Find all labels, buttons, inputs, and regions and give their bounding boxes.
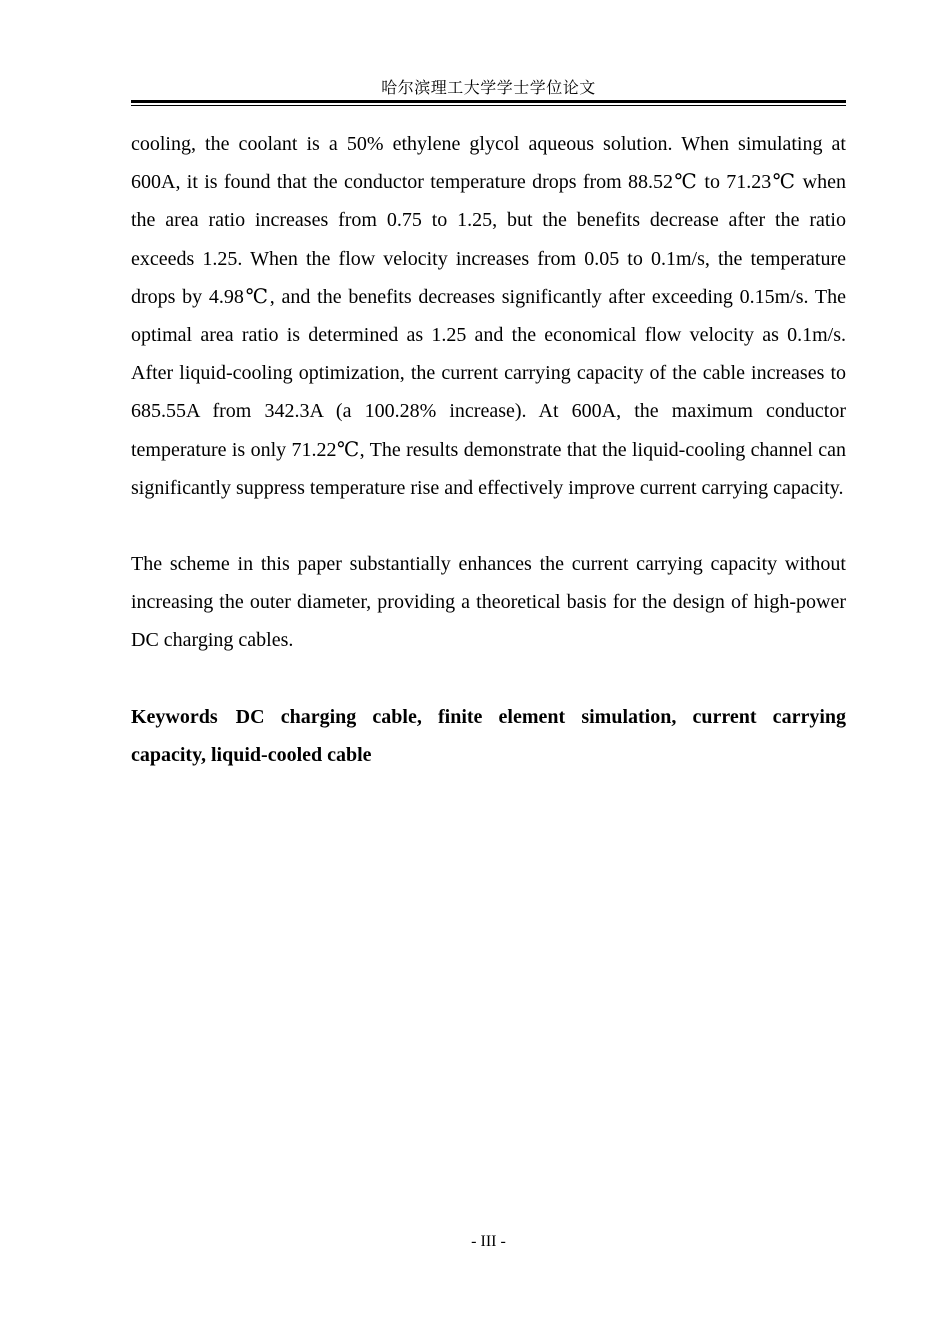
abstract-body [131, 125, 846, 774]
keywords-line [131, 698, 846, 774]
page-number: - III - [471, 1233, 506, 1250]
abstract-paragraph: The scheme in this paper substantially enhances the current carrying capacity without increasing the outer diameter, providing a theoretical basis for the design of high-power DC charging cables. [131, 553, 846, 652]
header-rule-thin [131, 105, 846, 106]
keywords-label: Keywords [131, 705, 218, 728]
keywords-list: DC charging cable, finite element simulation, current carrying capacity, liquid-cooled cable [131, 705, 846, 766]
running-header: 哈尔滨理工大学学士学位论文 [381, 78, 596, 97]
header-rule-thick [131, 100, 846, 103]
abstract-paragraph: cooling, the coolant is a 50% ethylene glycol aqueous solution. When simulating at 600A, it is found that the conductor temperature drops from 88.52℃ to 71.23℃ when the area ratio increases from 0.75 to 1.25, but the benefits decrease after the ratio exceeds 1.25. When the flow velocity increases from 0.05 to 0.1m/s, the temperature drops by 4.98℃, and the benefits decreases significantly after exceeding 0.15m/s. The optimal area ratio is determined as 1.25 and the economical flow velocity as 0.1m/s. After liquid-cooling optimization, the current carrying capacity of the cable increases to 685.55A from 342.3A (a 100.28% increase). At 600A, the maximum conductor temperature is only 71.22℃, The results demonstrate that the liquid-cooling channel can significantly suppress temperature rise and effectively improve current carrying capacity. [131, 133, 846, 499]
